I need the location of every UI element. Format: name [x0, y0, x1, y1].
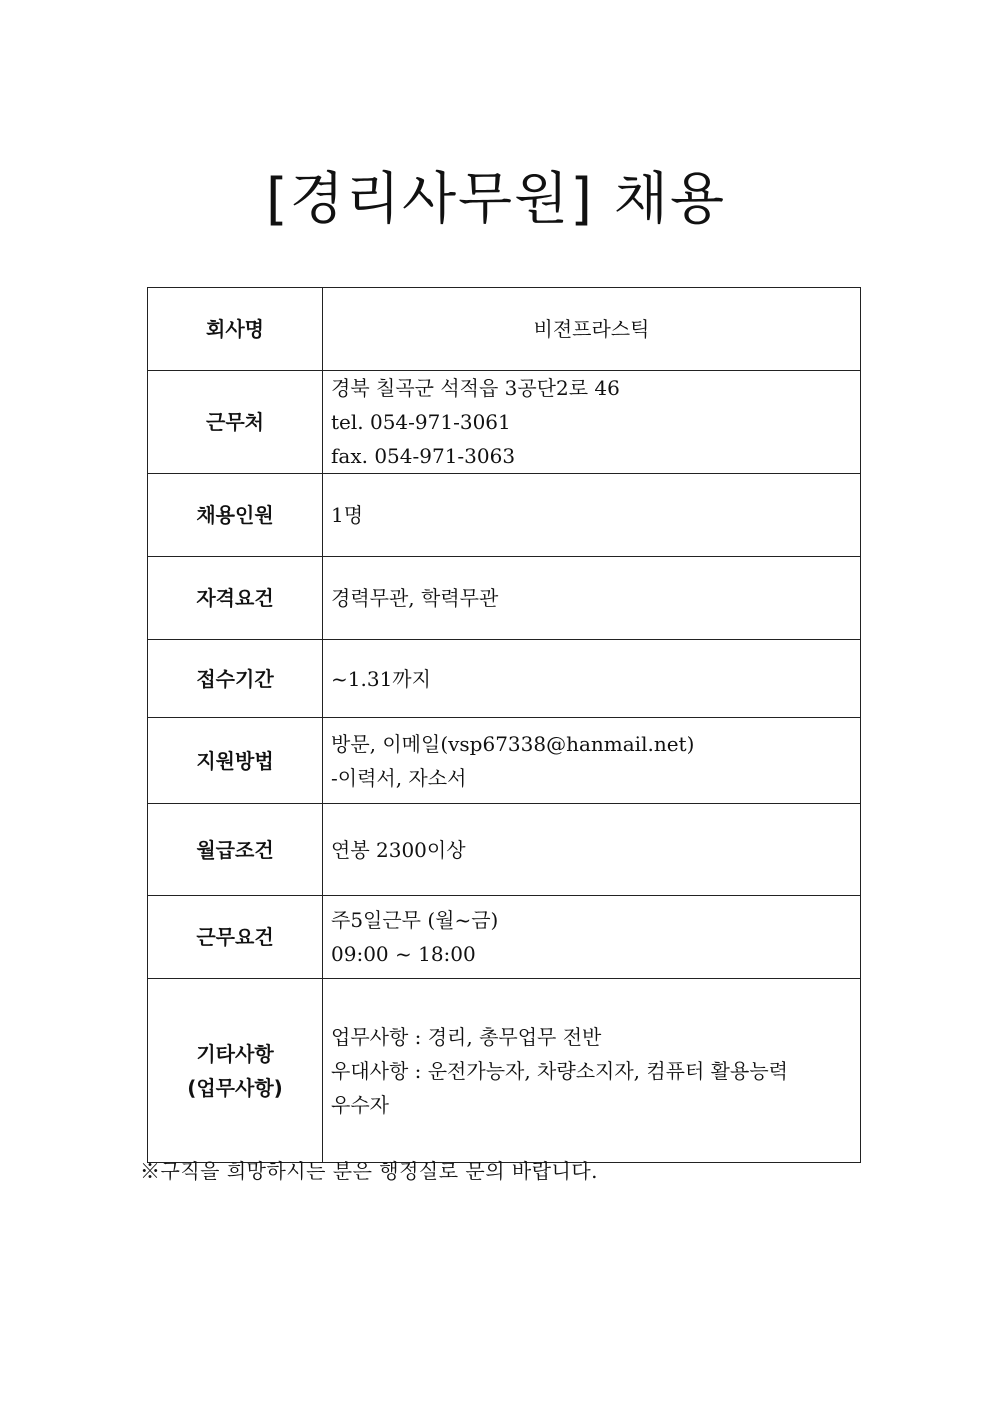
label-qualifications: [148, 557, 323, 640]
label-headcount: [148, 474, 323, 557]
value-salary: [323, 804, 861, 896]
workdays-text: 주5일근무 (월~금): [331, 908, 499, 932]
label-subtext: (업무사항): [187, 1075, 283, 1100]
table-row-company: [148, 288, 861, 371]
table-row-qualifications: [148, 557, 861, 640]
table-row-other: [148, 979, 861, 1163]
value-company-name: [323, 288, 861, 371]
table-row-headcount: [148, 474, 861, 557]
tel-text: tel. 054-971-3061: [331, 410, 511, 434]
value-text: ~1.31까지: [331, 666, 431, 691]
table-row-application-period: [148, 640, 861, 718]
workhours-text: 09:00 ~ 18:00: [331, 942, 476, 966]
value-application-period: [323, 640, 861, 718]
table-row-application-method: [148, 718, 861, 804]
label-company-name: [148, 288, 323, 371]
label-text: 채용인원: [196, 503, 274, 527]
label-application-period: [148, 640, 323, 718]
job-posting-table: [147, 287, 861, 1163]
table-row-workplace: [148, 371, 861, 474]
label-text: 기타사항: [196, 1041, 274, 1066]
value-text: 1명: [331, 503, 364, 527]
preferences-cont-text: 우수자: [331, 1092, 389, 1117]
table-row-work-conditions: [148, 896, 861, 979]
label-text: 근무요건: [196, 925, 274, 949]
label-text: 접수기간: [196, 666, 274, 691]
footnote: ※구직을 희망하시는 분은 행정실로 문의 바랍니다.: [140, 1159, 599, 1183]
label-text: 근무처: [206, 410, 264, 434]
label-work-conditions: [148, 896, 323, 979]
label-workplace: [148, 371, 323, 474]
fax-text: fax. 054-971-3063: [331, 444, 516, 468]
value-text: 경력무관, 학력무관: [331, 586, 499, 610]
value-application-method: [323, 718, 861, 804]
label-text: 월급조건: [196, 837, 274, 862]
value-qualifications: [323, 557, 861, 640]
page-title: [경리사무원] 채용: [265, 167, 727, 232]
value-workplace: [323, 371, 861, 474]
address-text: 경북 칠곡군 석적읍 3공단2로 46: [331, 376, 620, 400]
label-text: 지원방법: [196, 748, 274, 773]
value-text: 비젼프라스틱: [533, 317, 650, 341]
duties-text: 업무사항 : 경리, 총무업무 전반: [331, 1024, 602, 1049]
label-other: [148, 979, 323, 1163]
label-text: 자격요건: [196, 586, 274, 610]
preferences-text: 우대사항 : 운전가능자, 차량소지자, 컴퓨터 활용능력: [331, 1058, 788, 1083]
email-text: 방문, 이메일(vsp67338@hanmail.net): [331, 731, 695, 756]
value-other: [323, 979, 861, 1163]
label-application-method: [148, 718, 323, 804]
value-work-conditions: [323, 896, 861, 979]
value-headcount: [323, 474, 861, 557]
label-text: 회사명: [206, 317, 264, 341]
value-text: 연봉 2300이상: [331, 837, 466, 862]
table-row-salary: [148, 804, 861, 896]
label-salary: [148, 804, 323, 896]
documents-text: -이력서, 자소서: [331, 765, 467, 790]
